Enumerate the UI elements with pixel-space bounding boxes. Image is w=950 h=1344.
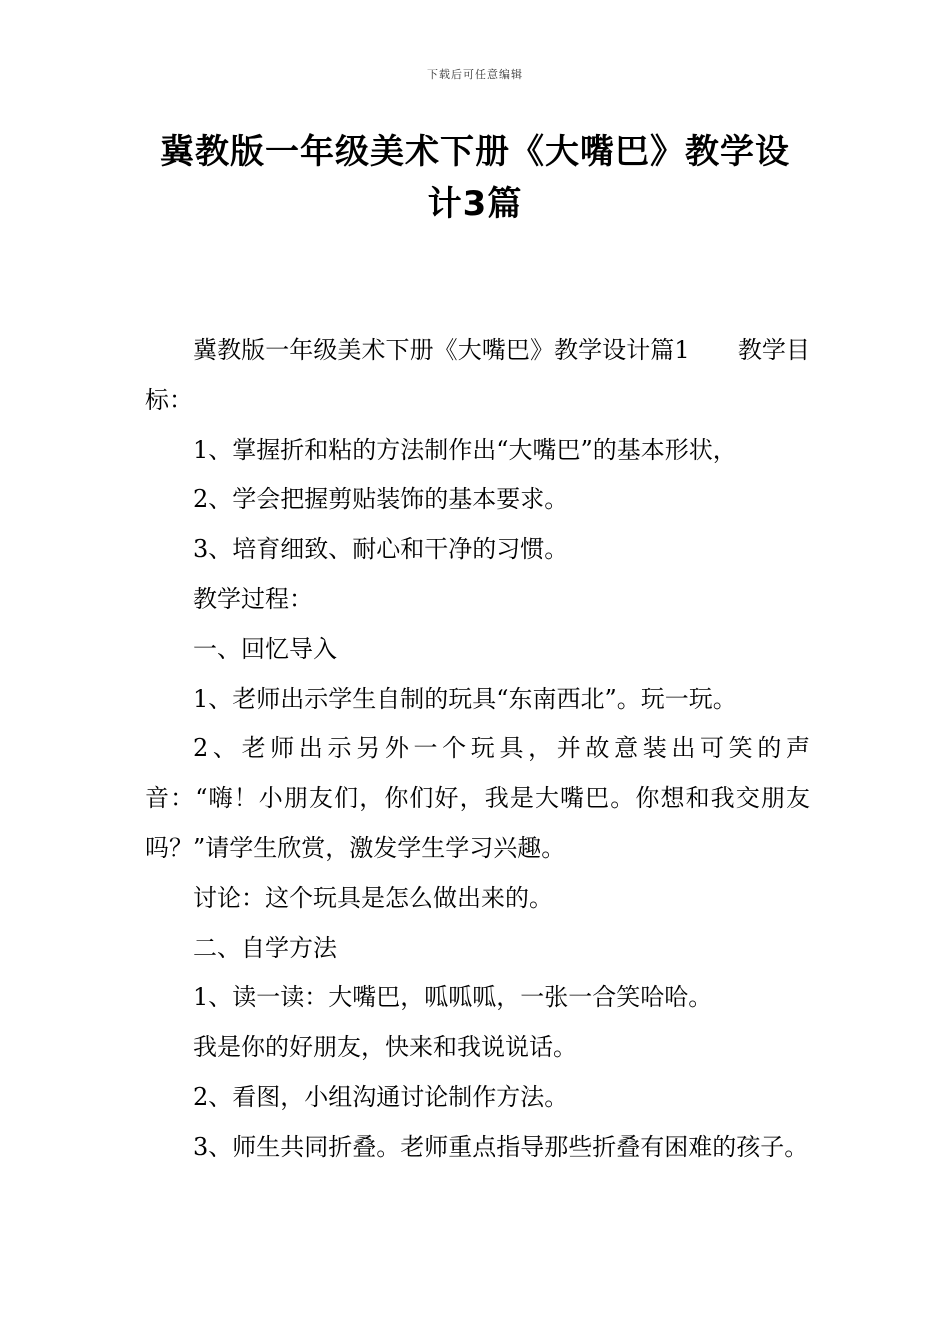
paragraph: 3、培育细致、耐心和干净的习惯。 — [193, 535, 569, 564]
paragraph: 2、看图，小组沟通讨论制作方法。 — [193, 1082, 569, 1111]
header-note: 下载后可任意编辑 — [427, 68, 523, 81]
document-body — [145, 326, 810, 1173]
document-title: 冀教版一年级美术下册《大嘴巴》教学设计3篇 — [160, 132, 790, 224]
paragraph: 2、老师出示另外一个玩具，并故意装出可笑的声音：“嗨！小朋友们，你们好，我是大嘴巴。你想和我交朋友吗？”请学生欣赏，激发学生学习兴趣。 — [145, 734, 810, 862]
paragraph: 3、师生共同折叠。老师重点指导那些折叠有困难的孩子。 — [193, 1132, 809, 1161]
paragraph: 2、学会把握剪贴装饰的基本要求。 — [193, 485, 569, 514]
paragraph: 冀教版一年级美术下册《大嘴巴》教学设计篇1 教学目标： — [145, 336, 810, 414]
paragraph: 1、掌握折和粘的方法制作出“大嘴巴”的基本形状， — [193, 435, 737, 464]
paragraph: 我是你的好朋友，快来和我说说话。 — [193, 1033, 577, 1062]
paragraph: 教学过程： — [193, 584, 313, 613]
paragraph: 一、回忆导入 — [193, 634, 337, 663]
paragraph: 1、读一读：大嘴巴，呱呱呱，一张一合笑哈哈。 — [193, 983, 713, 1012]
paragraph: 讨论：这个玩具是怎么做出来的。 — [193, 883, 553, 912]
paragraph: 1、老师出示学生自制的玩具“东南西北”。玩一玩。 — [193, 684, 737, 713]
paragraph: 二、自学方法 — [193, 933, 337, 962]
